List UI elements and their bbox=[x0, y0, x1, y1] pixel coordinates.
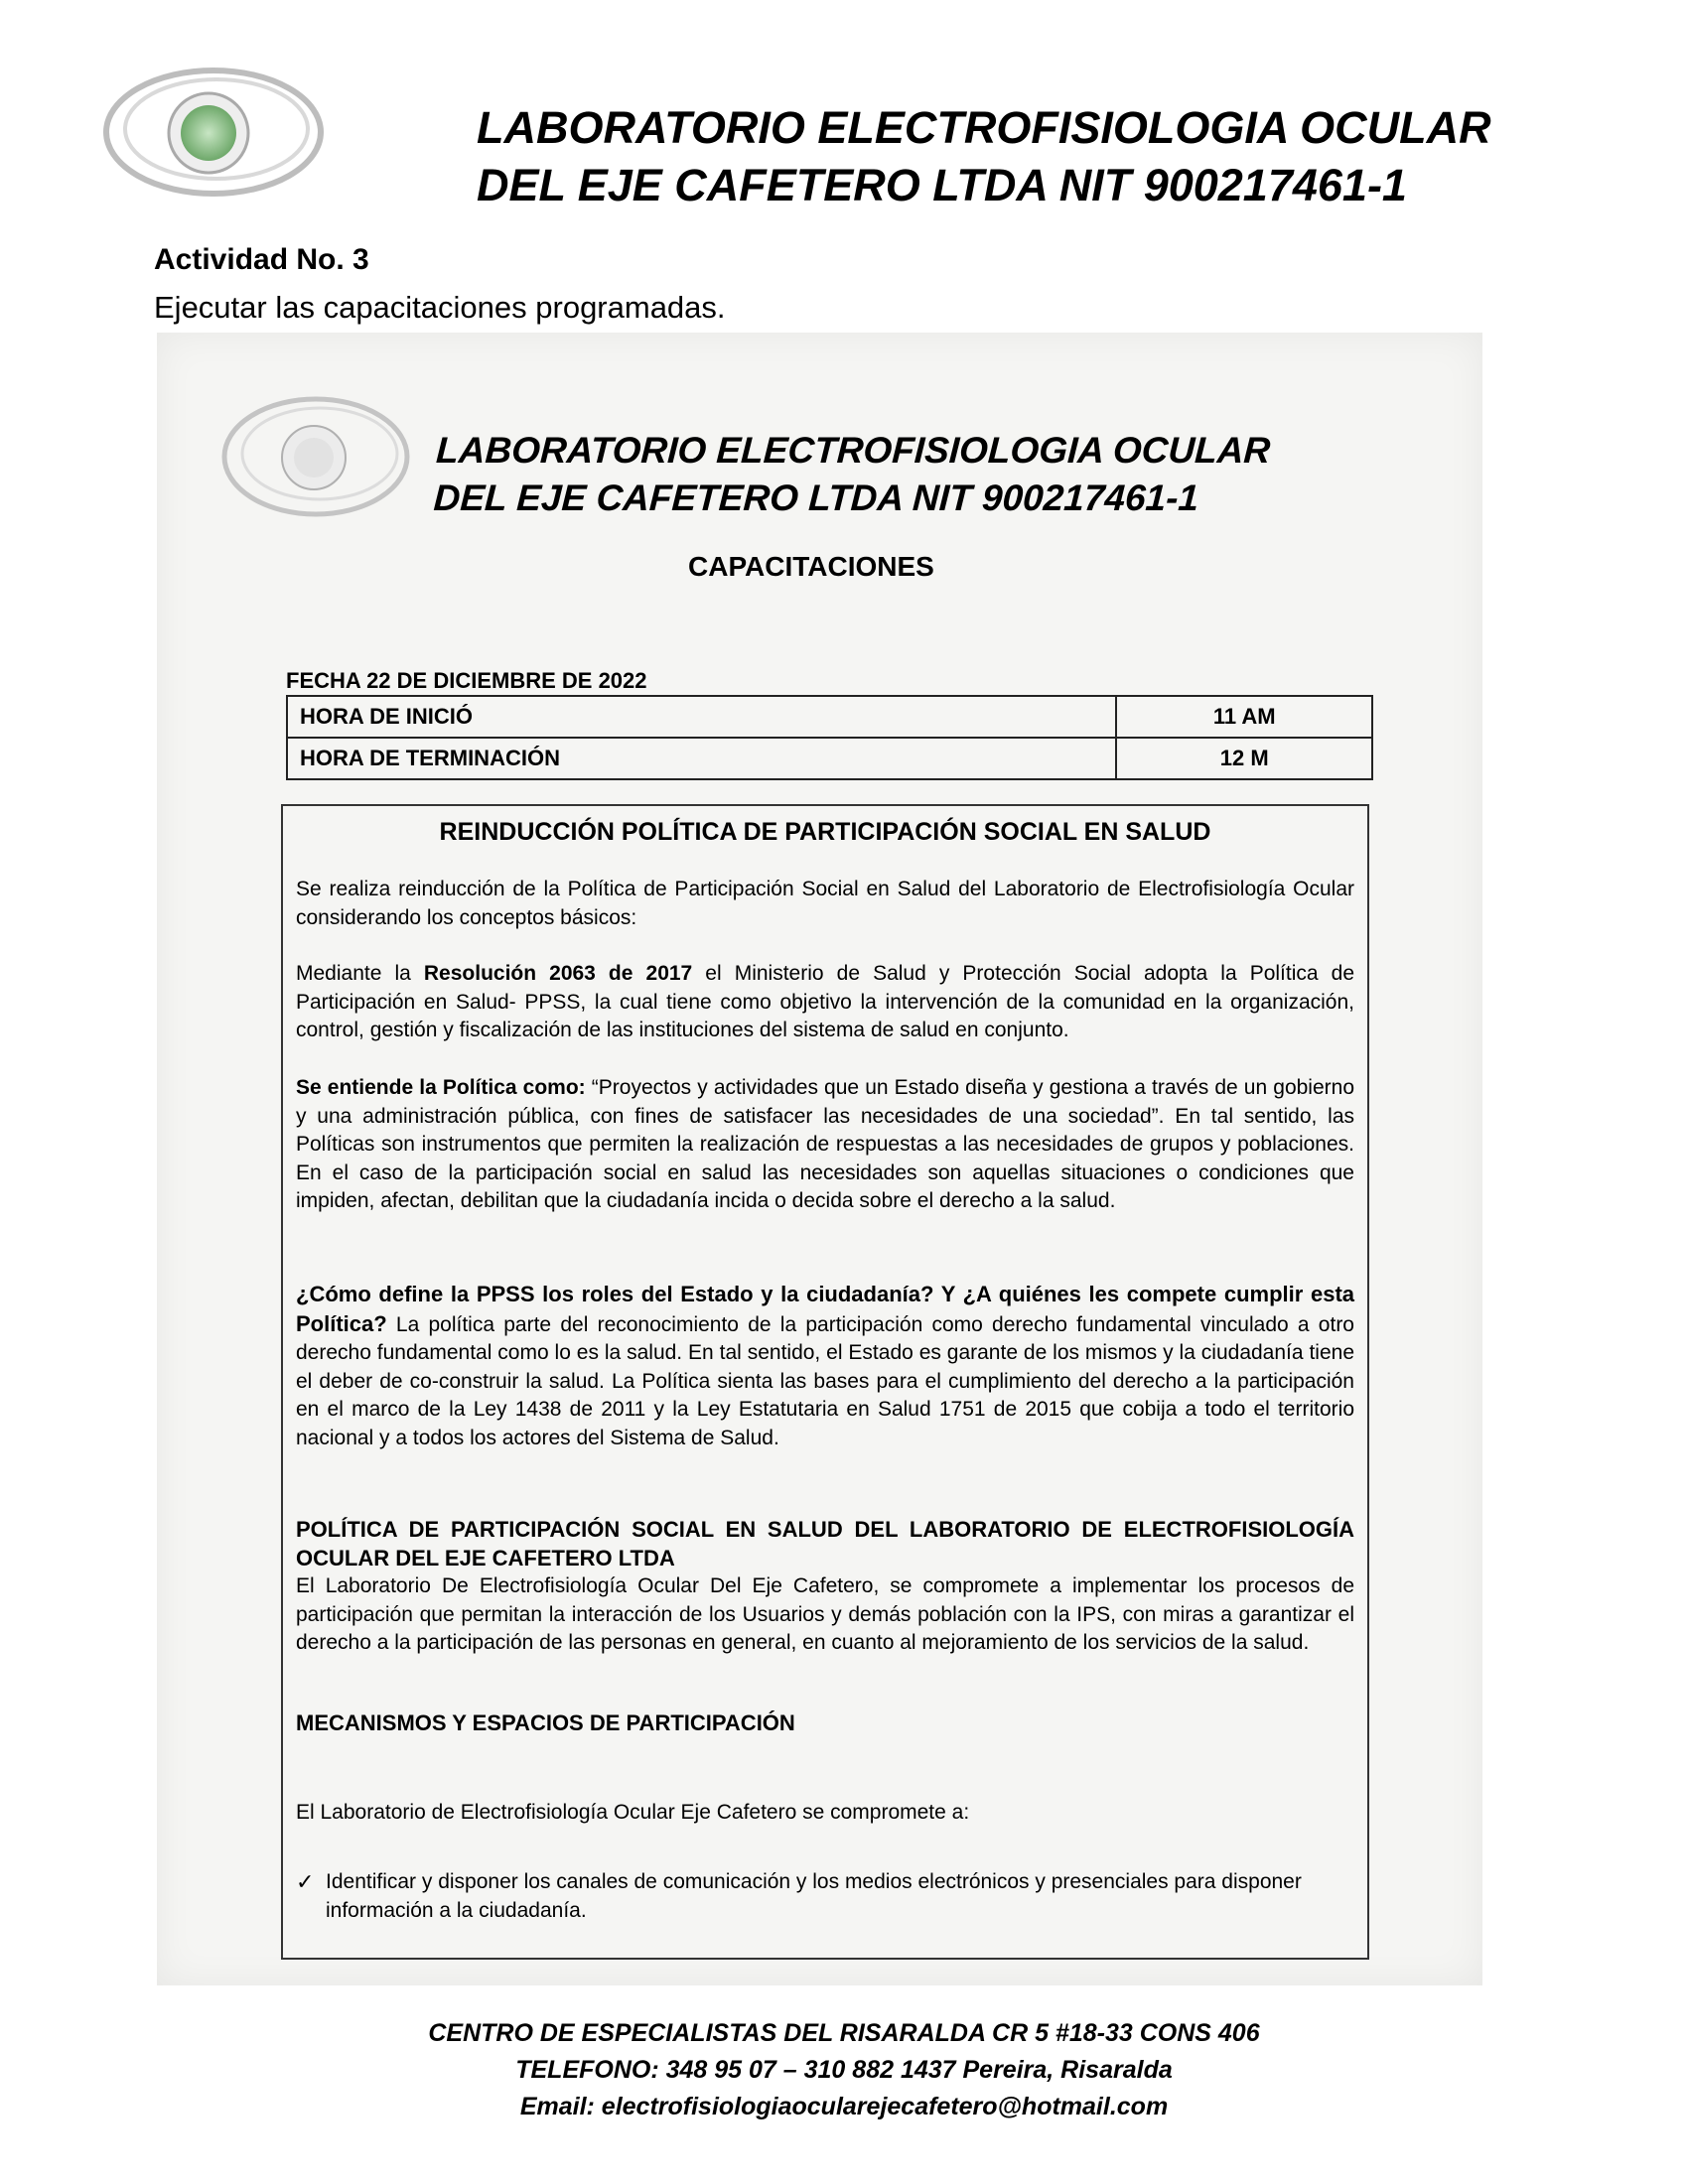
start-time-value: 11 AM bbox=[1116, 696, 1372, 738]
policy-definition-text: “Proyectos y actividades que un Estado diseña y gestiona a través de un gobierno y una administración pública, con fines de satisfacer las necesidades de una sociedad”. En tal sentido, las Políticas son instrumentos que permiten la realización de respuestas a las necesidades de grupos y poblaciones. En el caso de la participación social en salud las necesidades son aquellas situaciones o condiciones que impiden, afectan, debilitan que la ciudadanía incida o decida sobre el derecho a la salud. bbox=[296, 1076, 1355, 1212]
intro-paragraph: Se realiza reinducción de la Política de Participación Social en Salud del Laboratorio de Electrofisiología Ocular considerando los conceptos básicos: bbox=[296, 878, 1354, 929]
hours-table bbox=[286, 695, 1373, 780]
section-title: CAPACITACIONES bbox=[688, 551, 934, 582]
mechanisms-heading: MECANISMOS Y ESPACIOS DE PARTICIPACIÓN bbox=[296, 1710, 795, 1735]
resolution-post: el Ministerio de Salud y Protección Social adopta la Política de Participación en Salud- PPSS, la cual tiene como objetivo la intervención de la comunidad en la organización, control, gestión y fiscalización de las instituciones del sistema de salud en conjunto. bbox=[296, 962, 1354, 1041]
title-line-2: DEL EJE CAFETERO LTDA NIT 900217461-1 bbox=[477, 160, 1407, 210]
lab-policy-text: El Laboratorio De Electrofisiología Ocular Del Eje Cafetero, se compromete a implementar los procesos de participación que permitan la interacción de los Usuarios y demás población con la IPS, con miras a garantizar el derecho a la participación de las personas en general, en cuanto al mejoramiento de los servicios de la salud. bbox=[296, 1574, 1354, 1654]
resolution-pre: Mediante la bbox=[296, 962, 424, 985]
resolution-bold: Resolución 2063 de 2017 bbox=[423, 962, 693, 985]
end-time-value: 12 M bbox=[1116, 738, 1372, 779]
roles-paragraph bbox=[296, 1281, 1354, 1452]
box-title: REINDUCCIÓN POLÍTICA DE PARTICIPACIÓN SOCIAL EN SALUD bbox=[439, 818, 1211, 846]
checkmark-icon: ✓ bbox=[296, 1869, 315, 1894]
footer-phone: TELEFONO: 348 95 07 – 310 882 1437 Pereira, Risaralda bbox=[515, 2056, 1173, 2084]
activity-description: Ejecutar las capacitaciones programadas. bbox=[154, 290, 726, 325]
content-box bbox=[281, 804, 1369, 1960]
scan-title-line-1: LABORATORIO ELECTROFISIOLOGIA OCULAR bbox=[435, 430, 1272, 471]
page-title bbox=[477, 99, 1569, 214]
eye-logo-icon bbox=[99, 58, 328, 206]
mechanisms-title bbox=[296, 1709, 1354, 1739]
table-row bbox=[287, 696, 1372, 738]
scan-title bbox=[432, 427, 1430, 522]
start-time-label: HORA DE INICIÓ bbox=[287, 696, 1116, 738]
activity-label: Actividad No. 3 bbox=[154, 243, 369, 276]
footer-email: Email: electrofisiologiaocularejecafetero@hotmail.com bbox=[519, 2093, 1169, 2120]
commitment-text: El Laboratorio de Electrofisiología Ocular Eje Cafetero se compromete a: bbox=[296, 1801, 970, 1824]
page-footer bbox=[298, 2015, 1390, 2125]
lab-policy-title: POLÍTICA DE PARTICIPACIÓN SOCIAL EN SALUD DEL LABORATORIO DE ELECTROFISIOLOGÍA OCULAR DEL EJE CAFETERO LTDA bbox=[296, 1517, 1354, 1570]
table-row bbox=[287, 738, 1372, 779]
scanned-document bbox=[157, 333, 1482, 1985]
policy-definition-bold: Se entiende la Política como: bbox=[296, 1076, 586, 1099]
list-item bbox=[296, 1868, 1354, 1925]
list-item-text: Identificar y disponer los canales de comunicación y los medios electrónicos y presenciales para disponer información a la ciudadanía. bbox=[326, 1870, 1302, 1922]
end-time-label: HORA DE TERMINACIÓN bbox=[287, 738, 1116, 779]
policy-definition-paragraph bbox=[296, 1074, 1354, 1216]
lab-policy-section bbox=[296, 1516, 1354, 1658]
roles-text: La política parte del reconocimiento de la participación como derecho fundamental vinculado a otro derecho fundamental como lo es la salud. En tal sentido, el Estado es garante de los mismos y la ciudadanía tiene el deber de co-construir la salud. La Política sienta las bases para el cumplimiento del derecho a la participación en el marco de la Ley 1438 de 2011 y la Ley Estatutaria en Salud 1751 de 2015 que cobija a todo el territorio nacional y a todos los actores del Sistema de Salud. bbox=[296, 1312, 1354, 1449]
scan-eye-logo-icon bbox=[216, 382, 415, 531]
resolution-paragraph bbox=[296, 960, 1354, 1045]
roles-question: ¿Cómo define la PPSS los roles del Estado y la ciudadanía? Y ¿A quiénes les compete cumplir esta Política? bbox=[296, 1282, 1354, 1336]
scan-title-line-2: DEL EJE CAFETERO LTDA NIT 900217461-1 bbox=[432, 478, 1200, 518]
date-label: FECHA 22 DE DICIEMBRE DE 2022 bbox=[286, 668, 647, 693]
title-line-1: LABORATORIO ELECTROFISIOLOGIA OCULAR bbox=[477, 102, 1491, 153]
footer-address: CENTRO DE ESPECIALISTAS DEL RISARALDA CR 5 #18-33 CONS 406 bbox=[428, 2019, 1260, 2047]
